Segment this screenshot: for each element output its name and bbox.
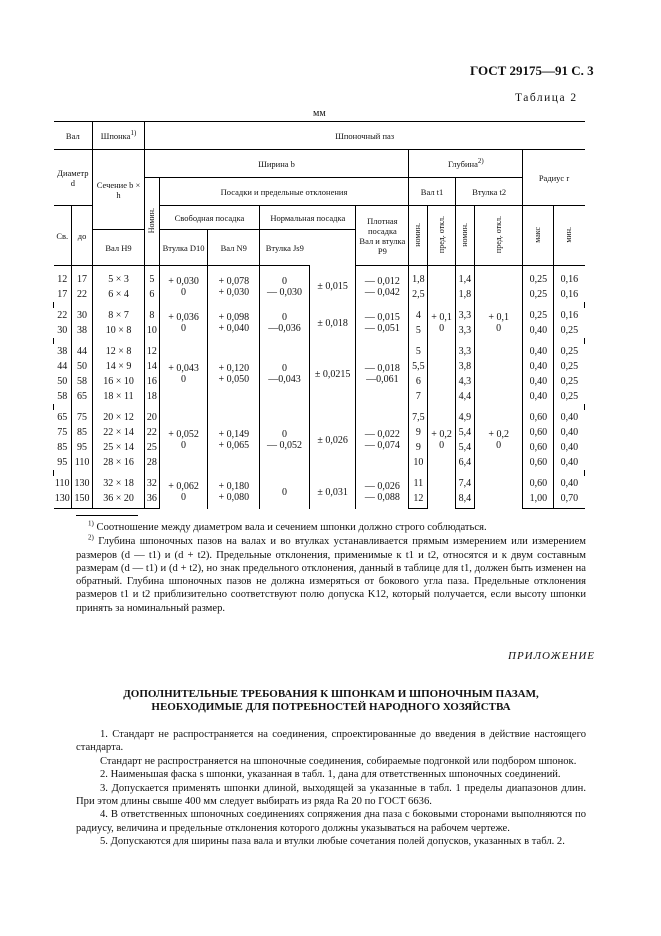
cell-diameter-over: 22 [54, 308, 72, 323]
appendix-label: ПРИЛОЖЕНИЕ [508, 650, 595, 662]
cell-shaft-h9: + 0,043 0 [159, 344, 208, 404]
header-over: Св. [54, 206, 72, 266]
cell-t2-nom: 5,4 [455, 440, 474, 455]
cell-t1-dev [428, 476, 455, 509]
header-radius: Радиус r [523, 150, 585, 206]
cell-t1-nom: 2,5 [409, 287, 428, 302]
cell-section: 12 × 8 [93, 344, 145, 359]
cell-shaft-n9: 0 —0,036 [260, 308, 310, 338]
cell-section: 14 × 9 [93, 359, 145, 374]
cell-diameter-over: 44 [54, 359, 72, 374]
header-hub-d10: Втулка D10 [159, 230, 208, 266]
cell-shaft-n9: 0 — 0,052 [260, 410, 310, 470]
cell-section: 32 × 18 [93, 476, 145, 491]
cell-shaft-h9: + 0,062 0 [159, 476, 208, 509]
table-row [54, 476, 585, 491]
cell-hub-d10: + 0,180 + 0,080 [208, 476, 260, 509]
cell-t2-dev [474, 476, 523, 509]
cell-p9: — 0,012 — 0,042 [356, 266, 409, 303]
cell-hub-d10: + 0,120 + 0,050 [208, 344, 260, 404]
cell-r-min: 0,40 [554, 410, 585, 425]
cell-t1-dev: + 0,2 0 [428, 410, 455, 470]
cell-t1-nom: 10 [409, 455, 428, 470]
table-caption: Таблица 2 [515, 92, 578, 104]
cell-hub-d10: + 0,078 + 0,030 [208, 266, 260, 303]
header-shaft-h9: Вал H9 [93, 230, 145, 266]
cell-t2-dev: + 0,2 0 [474, 410, 523, 470]
cell-section: 20 × 12 [93, 410, 145, 425]
cell-section: 22 × 14 [93, 425, 145, 440]
cell-p9: — 0,015 — 0,051 [356, 308, 409, 338]
cell-r-max: 0,60 [523, 410, 554, 425]
cell-section: 25 × 14 [93, 440, 145, 455]
cell-r-min: 0,25 [554, 359, 585, 374]
cell-section: 5 × 3 [93, 266, 145, 288]
cell-r-max: 0,60 [523, 455, 554, 470]
cell-section: 8 × 7 [93, 308, 145, 323]
cell-t1-nom: 1,8 [409, 266, 428, 288]
cell-t1-dev [428, 266, 455, 303]
cell-hub-d10: + 0,149 + 0,065 [208, 410, 260, 470]
cell-diameter-to: 65 [71, 389, 92, 404]
cell-r-max: 0,40 [523, 359, 554, 374]
header-to: до [71, 206, 92, 266]
cell-section: 28 × 16 [93, 455, 145, 470]
cell-hub-js9: ± 0,015 [309, 266, 356, 303]
cell-width-nom: 5 [144, 266, 159, 288]
header-width: Ширина b [144, 150, 408, 178]
appendix-paragraph: Стандарт не распространяется на шпоночные соединения, собираемые подгонкой или подбором шпонок. [100, 755, 577, 767]
table-body [54, 266, 585, 509]
cell-diameter-to: 85 [71, 425, 92, 440]
cell-t2-nom: 3,8 [455, 359, 474, 374]
appendix-paragraph: 5. Допускаются для ширины паза вала и втулки любые сочетания полей допусков, указанных в табл. 2. [100, 836, 565, 848]
cell-diameter-to: 110 [71, 455, 92, 470]
cell-p9: — 0,022 — 0,074 [356, 410, 409, 470]
header-fits: Посадки и предельные отклонения [159, 178, 409, 206]
cell-r-min: 0,40 [554, 455, 585, 470]
table-row [54, 308, 585, 323]
cell-hub-js9: ± 0,026 [309, 410, 356, 470]
cell-t2-nom: 5,4 [455, 425, 474, 440]
header-hub-js9: Втулка Js9 [260, 230, 310, 266]
cell-t1-dev: + 0,1 0 [428, 308, 455, 338]
cell-t2-nom: 8,4 [455, 491, 474, 509]
cell-p9: — 0,026 — 0,088 [356, 476, 409, 509]
table-row [54, 344, 585, 359]
cell-shaft-h9: + 0,036 0 [159, 308, 208, 338]
header-normal-fit: Нормальная посадка [260, 206, 356, 230]
cell-section: 36 × 20 [93, 491, 145, 509]
cell-width-nom: 28 [144, 455, 159, 470]
cell-section: 10 × 8 [93, 323, 145, 338]
cell-width-nom: 25 [144, 440, 159, 455]
cell-t1-nom: 9 [409, 425, 428, 440]
header-t1-dev: пред. откл. [428, 206, 455, 266]
cell-width-nom: 36 [144, 491, 159, 509]
cell-width-nom: 10 [144, 323, 159, 338]
cell-r-max: 0,25 [523, 266, 554, 288]
footnote-2: $^{2)}$ Глубина шпоночных пазов на валах и во втулках устанавливается прямым измерением или измерением размеров (d — t1) и (d + t2). Предельные отклонения, применимые к t1 и t2, относятся и к двум составным размерам (d — t1) и (d + t2), но знак предельного отклонения, данный в таблице для t1, должен быть изменен на обратный. Глубина шпоночных пазов не должна измеряться от бокового угла паза. Предельные отклонения размеров t1 и t2 приблизительно соответствуют полю допуска K12, который получается, если высоту шпонки принять за номинальный размер. [76, 533, 586, 614]
cell-shaft-n9: 0 [260, 476, 310, 509]
cell-r-max: 0,40 [523, 344, 554, 359]
cell-r-min: 0,16 [554, 287, 585, 302]
header-depth-hub: Втулка t2 [455, 178, 523, 206]
cell-diameter-over: 75 [54, 425, 72, 440]
cell-r-min: 0,25 [554, 374, 585, 389]
cell-diameter-over: 95 [54, 455, 72, 470]
cell-diameter-over: 85 [54, 440, 72, 455]
cell-width-nom: 20 [144, 410, 159, 425]
cell-r-max: 0,40 [523, 323, 554, 338]
cell-t2-dev [474, 344, 523, 404]
cell-r-min: 0,16 [554, 308, 585, 323]
header-depth-shaft: Вал t1 [409, 178, 456, 206]
cell-diameter-to: 150 [71, 491, 92, 509]
header-t1-nom: номин. [409, 206, 428, 266]
cell-t2-nom: 4,4 [455, 389, 474, 404]
cell-diameter-to: 17 [71, 266, 92, 288]
cell-shaft-h9: + 0,052 0 [159, 410, 208, 470]
cell-diameter-to: 75 [71, 410, 92, 425]
cell-r-min: 0,25 [554, 344, 585, 359]
cell-t2-nom: 1,8 [455, 287, 474, 302]
cell-t2-nom: 3,3 [455, 344, 474, 359]
cell-shaft-n9: 0 —0,043 [260, 344, 310, 404]
cell-t1-nom: 6 [409, 374, 428, 389]
cell-width-nom: 32 [144, 476, 159, 491]
cell-width-nom: 12 [144, 344, 159, 359]
cell-width-nom: 14 [144, 359, 159, 374]
cell-diameter-to: 38 [71, 323, 92, 338]
table-row [54, 266, 585, 288]
cell-r-min: 0,25 [554, 389, 585, 404]
footnote-1: $^{1)}$ Соотношение между диаметром вала и сечением шпонки должно строго соблюдаться. [88, 519, 487, 533]
cell-diameter-over: 110 [54, 478, 70, 489]
appendix-paragraph: 1. Стандарт не распространяется на соединения, спроектированные до введения в действие настоящего стандарта. [76, 729, 586, 754]
cell-shaft-h9: + 0,030 0 [159, 266, 208, 303]
cell-t1-nom: 9 [409, 440, 428, 455]
cell-r-max: 1,00 [523, 491, 554, 509]
cell-width-nom: 8 [144, 308, 159, 323]
cell-diameter-over: 38 [54, 344, 72, 359]
header-r-min: мин. [554, 206, 585, 266]
header-section: Сечение b × h [93, 150, 145, 230]
cell-width-nom: 22 [144, 425, 159, 440]
cell-t2-nom: 7,4 [455, 476, 474, 491]
cell-t2-nom: 3,3 [455, 308, 474, 323]
unit-label: мм [313, 108, 326, 119]
appendix-paragraph: 3. Допускается применять шпонки длиной, выходящей за указанные в табл. 1 пределы диапазонов длин. При этом длины свыше 400 мм следует выбирать из ряда Ra 20 по ГОСТ 6636. [76, 782, 586, 808]
cell-diameter-over: 30 [54, 323, 72, 338]
cell-width-nom: 18 [144, 389, 159, 404]
appendix-body [76, 728, 586, 849]
cell-diameter-to: 95 [71, 440, 92, 455]
cell-r-max: 0,40 [523, 374, 554, 389]
cell-diameter-to: 44 [71, 344, 92, 359]
cell-r-max: 0,25 [523, 308, 554, 323]
cell-r-min: 0,40 [554, 440, 585, 455]
header-depth: Глубина$^{2)}$ [409, 150, 523, 178]
cell-t1-nom: 11 [409, 476, 428, 491]
cell-t2-dev: + 0,1 0 [474, 308, 523, 338]
cell-t2-dev [474, 266, 523, 303]
cell-shaft-n9: 0 — 0,030 [260, 266, 310, 303]
header-key: Шпонка$^{1)}$ [93, 122, 145, 150]
cell-width-nom: 16 [144, 374, 159, 389]
header-keyway: Шпоночный паз [144, 122, 584, 150]
cell-diameter-to: 58 [71, 374, 92, 389]
cell-p9: — 0,018 —0,061 [356, 344, 409, 404]
cell-diameter-over: 130 [54, 491, 72, 509]
cell-r-max: 0,40 [523, 389, 554, 404]
cell-diameter-over: 65 [54, 410, 72, 425]
page-header: ГОСТ 29175—91 С. 3 [470, 63, 594, 78]
cell-t2-nom: 4,3 [455, 374, 474, 389]
header-nomin: Номин. [144, 178, 159, 266]
cell-t1-nom: 12 [409, 491, 428, 509]
header-tight-fit: Плотная посадка Вал и втулка P9 [356, 206, 409, 266]
cell-t2-nom: 6,4 [455, 455, 474, 470]
cell-section: 6 × 4 [93, 287, 145, 302]
cell-hub-js9: ± 0,0215 [309, 344, 356, 404]
cell-t1-nom: 4 [409, 308, 428, 323]
cell-r-min: 0,25 [554, 323, 585, 338]
cell-section: 18 × 11 [93, 389, 145, 404]
cell-diameter-to: 130 [71, 476, 92, 491]
cell-t1-dev [428, 344, 455, 404]
cell-t1-nom: 7,5 [409, 410, 428, 425]
header-shaft-n9: Вал N9 [208, 230, 260, 266]
cell-hub-js9: ± 0,031 [309, 476, 356, 509]
cell-r-max: 0,60 [523, 476, 554, 491]
appendix-paragraph: 4. В ответственных шпоночных соединениях сопряжения дна паза с боковыми сторонами выполняются по радиусу, величина и предельные отклонения которого должны указываться на рабочем чертеже. [76, 809, 586, 834]
cell-diameter-over: 50 [54, 374, 72, 389]
footnote-rule [76, 515, 138, 516]
header-free-fit: Свободная посадка [159, 206, 259, 230]
header-t2-nom: номин. [455, 206, 474, 266]
cell-width-nom: 6 [144, 287, 159, 302]
cell-r-max: 0,25 [523, 287, 554, 302]
cell-diameter-over: 58 [54, 389, 72, 404]
cell-t2-nom: 3,3 [455, 323, 474, 338]
cell-t2-nom: 4,9 [455, 410, 474, 425]
cell-t2-nom: 1,4 [455, 266, 474, 288]
table-row [54, 410, 585, 425]
keyway-table [53, 121, 585, 509]
cell-t1-nom: 5 [409, 344, 428, 359]
cell-hub-js9: ± 0,018 [309, 308, 356, 338]
cell-hub-d10: + 0,098 + 0,040 [208, 308, 260, 338]
header-diameter: Диаметр d [54, 150, 93, 206]
cell-t1-nom: 5,5 [409, 359, 428, 374]
header-t2-dev: пред. откл. [474, 206, 523, 266]
cell-diameter-over: 12 [54, 266, 72, 288]
appendix-title: ДОПОЛНИТЕЛЬНЫЕ ТРЕБОВАНИЯ К ШПОНКАМ И ШПОНОЧНЫМ ПАЗАМ, НЕОБХОДИМЫЕ ДЛЯ ПОТРЕБНОСТЕЙ НАРОДНОГО ХОЗЯЙСТВА [123, 688, 539, 713]
cell-r-min: 0,16 [554, 266, 585, 288]
cell-r-min: 0,40 [554, 425, 585, 440]
cell-r-max: 0,60 [523, 425, 554, 440]
cell-r-min: 0,70 [554, 491, 585, 509]
appendix-paragraph: 2. Наименьшая фаска s шпонки, указанная в табл. 1, дана для ответственных шпоночных соединений. [100, 769, 561, 781]
cell-t1-nom: 5 [409, 323, 428, 338]
cell-r-min: 0,40 [554, 476, 585, 491]
cell-diameter-to: 22 [71, 287, 92, 302]
cell-diameter-to: 50 [71, 359, 92, 374]
footnotes [76, 521, 586, 616]
cell-r-max: 0,60 [523, 440, 554, 455]
cell-t1-nom: 7 [409, 389, 428, 404]
header-shaft: Вал [54, 122, 93, 150]
cell-section: 16 × 10 [93, 374, 145, 389]
cell-diameter-over: 17 [54, 287, 72, 302]
cell-diameter-to: 30 [71, 308, 92, 323]
header-r-max: макс [523, 206, 554, 266]
